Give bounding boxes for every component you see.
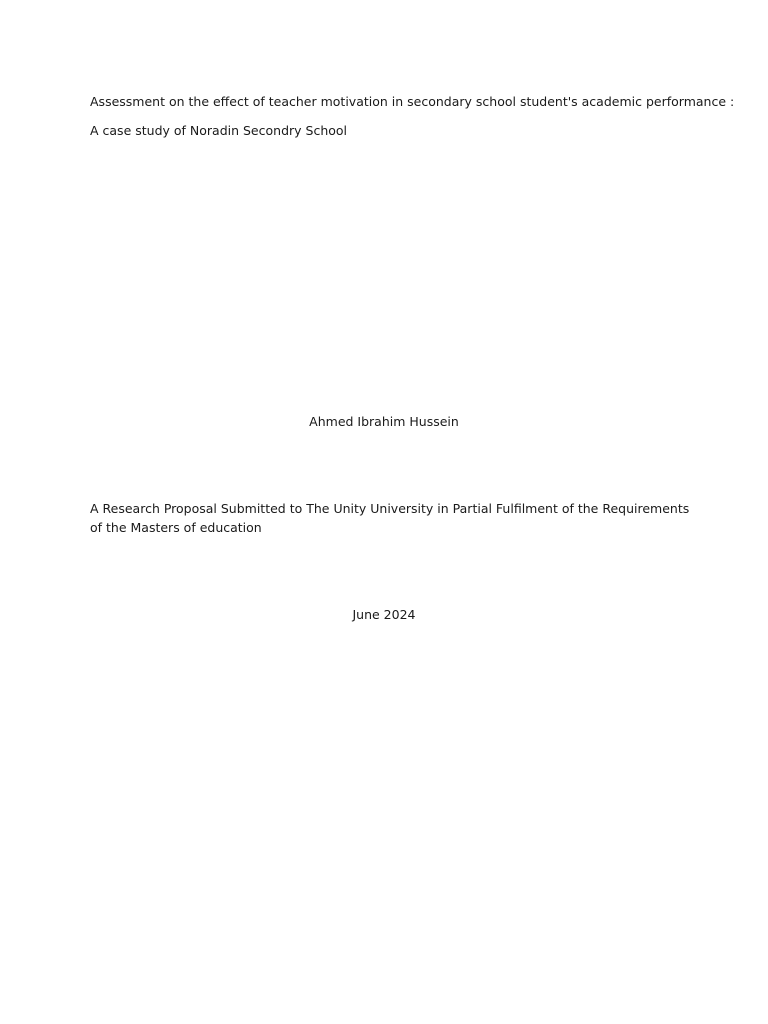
submission-date: June 2024 xyxy=(352,607,416,622)
author-name: Ahmed Ibrahim Hussein xyxy=(309,414,459,429)
document-title-line-1: Assessment on the effect of teacher motivation in secondary school student's academic performance : xyxy=(90,94,735,109)
document-title-line-2: A case study of Noradin Secondry School xyxy=(90,123,348,138)
proposal-statement: A Research Proposal Submitted to The Unity University in Partial Fulfilment of the Requirements of the Masters of education xyxy=(90,501,690,535)
